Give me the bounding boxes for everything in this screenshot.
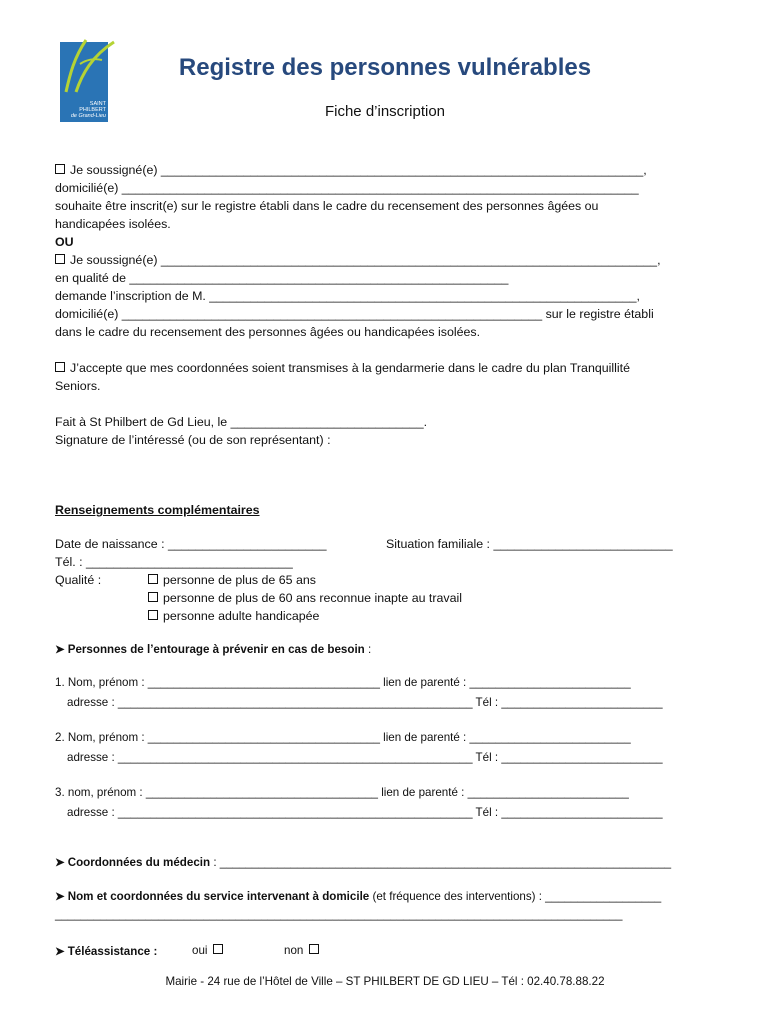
text: personne de plus de 65 ans	[163, 573, 316, 587]
checkbox-consent[interactable]	[55, 362, 65, 372]
arrow-icon: ➤	[55, 856, 65, 869]
text: :	[364, 643, 372, 656]
teleassistance-oui	[192, 944, 228, 957]
option-other-line	[55, 253, 661, 267]
text: Personnes de l’entourage à prévenir en cas de besoin	[67, 643, 365, 656]
tel-field: Tél. : ______________________________	[55, 555, 293, 569]
contact-address: adresse : _______________________________________________________ Tél : _________________________	[67, 751, 663, 764]
text-line: dans le cadre du recensement des personnes âgées ou handicapées isolées.	[55, 325, 481, 339]
text: : ______________________________________________________________________	[210, 856, 672, 869]
date-line: Fait à St Philbert de Gd Lieu, le ____________________________.	[55, 415, 428, 429]
situation-field: Situation familiale : __________________________	[386, 537, 673, 551]
logo-line: de Grand-Lieu	[70, 113, 106, 119]
text: Téléassistance :	[67, 945, 158, 958]
text: non	[284, 944, 304, 957]
page-subtitle: Fiche d’inscription	[324, 103, 446, 120]
arrow-icon: ➤	[55, 643, 65, 656]
text-line: Seniors.	[55, 379, 101, 393]
page-title: Registre des personnes vulnérables	[178, 54, 592, 81]
arrow-icon: ➤	[55, 890, 65, 903]
text: J’accepte que mes coordonnées soient transmises à la gendarmerie dans le cadre du plan Tranquillité	[70, 361, 630, 375]
doctor-line	[55, 855, 671, 869]
text-line: en qualité de _______________________________________________________	[55, 271, 509, 285]
text: (et fréquence des interventions) : __________________	[369, 890, 662, 903]
text: Je soussigné(e) ________________________________________________________________________,	[70, 253, 661, 267]
text-line: domicilié(e) _____________________________________________________________ sur le registre établi	[55, 307, 654, 321]
text-line: souhaite être inscrit(e) sur le registre établi dans le cadre du recensement des personnes âgées ou	[55, 199, 599, 213]
contact-name: 3. nom, prénom : ____________________________________ lien de parenté : _________________________	[55, 786, 629, 799]
text: personne de plus de 60 ans reconnue inapte au travail	[163, 591, 462, 605]
text: oui	[192, 944, 208, 957]
text-line: handicapées isolées.	[55, 217, 171, 231]
checkbox-60[interactable]	[148, 592, 158, 602]
checkbox-oui[interactable]	[213, 944, 223, 954]
contact-name: 1. Nom, prénom : ____________________________________ lien de parenté : _________________________	[55, 676, 631, 689]
text: Coordonnées du médecin	[67, 856, 211, 869]
teleassistance-label	[55, 944, 157, 958]
text: Je soussigné(e) ______________________________________________________________________,	[70, 163, 647, 177]
entourage-heading	[55, 642, 371, 656]
logo-line: PHILBERT	[79, 107, 106, 113]
service-line-2: ________________________________________________________________________________________	[55, 908, 623, 921]
qualite-label: Qualité :	[55, 573, 102, 587]
text: personne adulte handicapée	[163, 609, 320, 623]
qualite-option	[148, 591, 462, 605]
footer: Mairie - 24 rue de l’Hôtel de Ville – ST PHILBERT DE GD LIEU – Tél : 02.40.78.88.22	[165, 975, 605, 988]
contact-name: 2. Nom, prénom : ____________________________________ lien de parenté : _________________________	[55, 731, 631, 744]
qualite-option	[148, 609, 319, 623]
signature-line: Signature de l’intéressé (ou de son représentant) :	[55, 433, 331, 447]
text: Nom et coordonnées du service intervenant à domicile	[67, 890, 370, 903]
or-separator: OU	[55, 235, 74, 249]
section-heading: Renseignements complémentaires	[55, 503, 260, 517]
arrow-icon: ➤	[55, 945, 65, 958]
checkbox-other[interactable]	[55, 254, 65, 264]
option-self-line	[55, 163, 647, 177]
checkbox-non[interactable]	[309, 944, 319, 954]
contact-address: adresse : _______________________________________________________ Tél : _________________________	[67, 696, 663, 709]
logo-line: SAINT	[89, 101, 106, 107]
text-line: domicilié(e) ___________________________________________________________________________	[55, 181, 639, 195]
checkbox-handicap[interactable]	[148, 610, 158, 620]
checkbox-self[interactable]	[55, 164, 65, 174]
dob-field: Date de naissance : _______________________	[55, 537, 327, 551]
qualite-option	[148, 573, 316, 587]
teleassistance-non	[284, 944, 324, 957]
checkbox-65[interactable]	[148, 574, 158, 584]
contact-address: adresse : _______________________________________________________ Tél : _________________________	[67, 806, 663, 819]
text-line: demande l’inscription de M. ______________________________________________________________,	[55, 289, 640, 303]
service-line	[55, 889, 661, 903]
consent-line	[55, 361, 630, 375]
